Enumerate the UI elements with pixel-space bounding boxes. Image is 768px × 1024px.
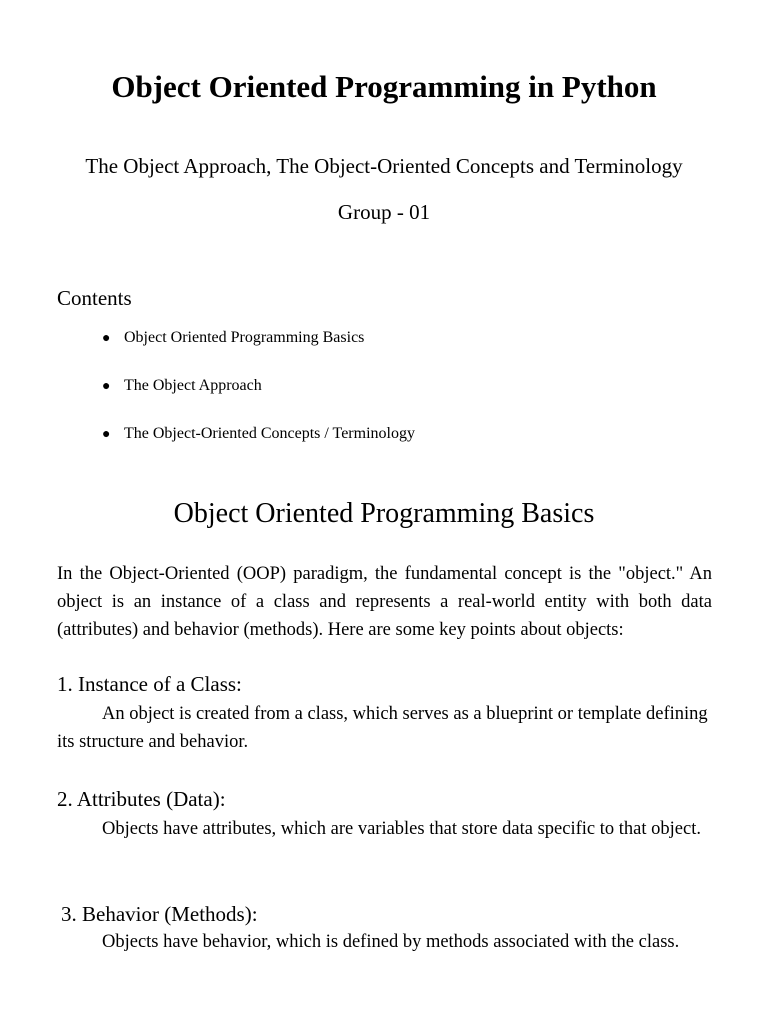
group-label: Group - 01 [337, 200, 431, 224]
bullet-icon: ● [102, 331, 111, 346]
document-title: Object Oriented Programming in Python [111, 69, 657, 104]
intro-paragraph: In the Object-Oriented (OOP) paradigm, the fundamental concept is the "object." An object is an instance of a class and represents a real-world entity with both data (attributes) and behavior (methods). Here are some key points about objects: [57, 564, 712, 640]
contents-item-label: The Object Approach [124, 377, 262, 394]
contents-heading: Contents [57, 286, 132, 310]
bullet-icon: ● [102, 427, 111, 442]
document-subtitle: The Object Approach, The Object-Oriented Concepts and Terminology [85, 154, 683, 178]
section-heading: Object Oriented Programming Basics [173, 498, 595, 529]
contents-item-oop-basics [102, 327, 364, 350]
bullet-icon: ● [102, 379, 111, 394]
point-heading-attributes: 2. Attributes (Data): [57, 787, 226, 811]
contents-item-label: The Object-Oriented Concepts / Terminology [124, 425, 415, 442]
point-heading-instance: 1. Instance of a Class: [57, 672, 242, 696]
point-body-attributes: Objects have attributes, which are variables that store data specific to that object. [102, 819, 701, 839]
contents-item-concepts-terminology [102, 423, 415, 446]
point-heading-behavior: 3. Behavior (Methods): [61, 902, 258, 926]
point-body-instance: An object is created from a class, which serves as a blueprint or template defining its structure and behavior. [57, 704, 708, 752]
point-body-behavior: Objects have behavior, which is defined by methods associated with the class. [102, 932, 680, 952]
contents-item-label: Object Oriented Programming Basics [124, 329, 365, 346]
contents-item-object-approach [102, 375, 262, 398]
